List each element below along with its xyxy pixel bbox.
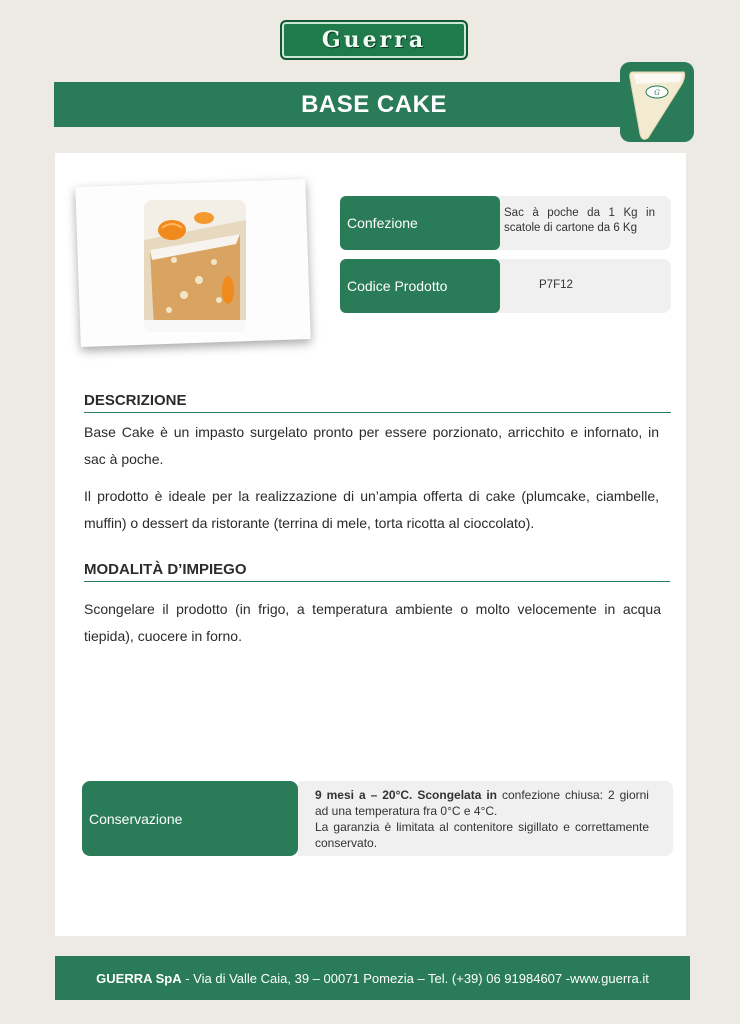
- page-title: BASE CAKE: [301, 91, 447, 118]
- codice-value-box: [490, 259, 671, 313]
- footer: [55, 956, 690, 1000]
- conservazione-line-2: La garanzia è limitata al contenitore sigillato e correttamente conservato.: [315, 820, 649, 850]
- svg-text:G: G: [654, 89, 660, 97]
- conservazione-text: confezione chiusa: 2 giorni ad una temperatura fra 0°C e 4°C.: [315, 788, 649, 818]
- cake-photo: [144, 200, 246, 332]
- codice-prodotto-row: [340, 259, 671, 313]
- logo-text: Guerra: [321, 27, 427, 53]
- codice-prodotto-value: P7F12: [539, 279, 573, 291]
- descrizione-heading: DESCRIZIONE: [84, 392, 671, 413]
- modalita-paragraph: Scongelare il prodotto (in frigo, a temperatura ambiente o molto velocemente in acqua tiepida), cuocere in forno.: [84, 601, 661, 644]
- confezione-row: [340, 196, 671, 250]
- footer-address: - Via di Valle Caia, 39 – 00071 Pomezia – Tel. (+39) 06 91984607 -www.guerra.it: [181, 970, 649, 986]
- confezione-value: Sac à poche da 1 Kg in scatole di cartone da 6 Kg: [504, 207, 655, 234]
- conservazione-value: [298, 781, 673, 856]
- conservazione-bold: 9 mesi a – 20°C. Scongelata in: [315, 788, 498, 802]
- confezione-label-text: Confezione: [347, 215, 418, 231]
- descrizione-paragraph-1: Base Cake è un impasto surgelato pronto per essere porzionato, arricchito e infornato, in sac à poche.: [84, 424, 659, 467]
- descrizione-paragraph-2: Il prodotto è ideale per la realizzazione di un’ampia offerta di cake (plumcake, ciambelle, muffin) o dessert da ristorante (terrina di mele, torta ricotta al cioccolato).: [84, 488, 659, 531]
- codice-prodotto-label-text: Codice Prodotto: [347, 278, 448, 294]
- confezione-label: [340, 196, 500, 250]
- footer-company: GUERRA SpA: [96, 970, 182, 986]
- guerra-logo: [280, 20, 468, 60]
- title-banner: [54, 82, 694, 127]
- confezione-value-box: [490, 196, 671, 250]
- codice-prodotto-label: [340, 259, 500, 313]
- conservazione-label: [82, 781, 298, 856]
- pastry-bag-icon: [620, 62, 694, 142]
- conservazione-line-1: [315, 787, 649, 819]
- modalita-heading: MODALITÀ D’IMPIEGO: [84, 561, 670, 582]
- conservazione-label-text: Conservazione: [89, 810, 183, 827]
